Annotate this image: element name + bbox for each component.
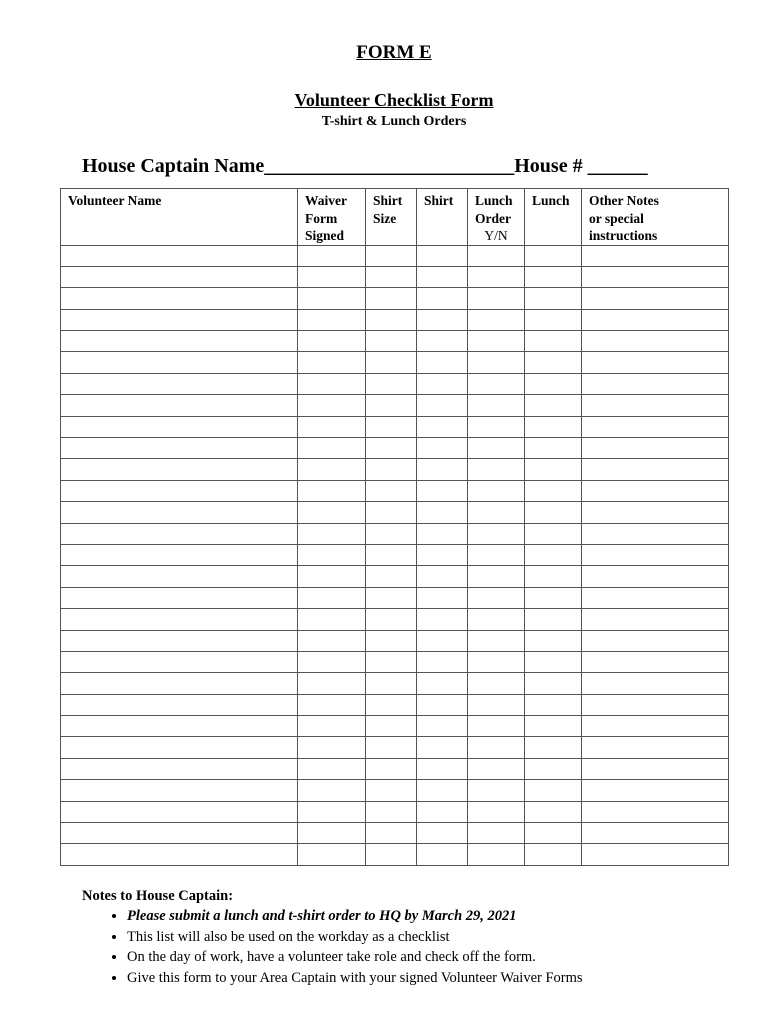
table-cell[interactable] bbox=[417, 416, 468, 437]
table-cell[interactable] bbox=[468, 609, 525, 630]
table-cell[interactable] bbox=[582, 758, 729, 779]
table-cell[interactable] bbox=[417, 480, 468, 501]
table-cell[interactable] bbox=[298, 630, 366, 651]
table-cell[interactable] bbox=[366, 716, 417, 737]
table-row bbox=[61, 395, 729, 416]
table-cell[interactable] bbox=[525, 459, 582, 480]
table-cell[interactable] bbox=[525, 823, 582, 844]
table-row bbox=[61, 331, 729, 352]
table-cell[interactable] bbox=[582, 630, 729, 651]
table-cell[interactable] bbox=[366, 651, 417, 672]
table-cell[interactable] bbox=[525, 651, 582, 672]
table-cell[interactable] bbox=[61, 780, 298, 801]
table-cell[interactable] bbox=[61, 716, 298, 737]
table-cell[interactable] bbox=[525, 566, 582, 587]
table-cell[interactable] bbox=[298, 544, 366, 565]
table-cell[interactable] bbox=[298, 395, 366, 416]
table-cell[interactable] bbox=[468, 801, 525, 822]
table-cell[interactable] bbox=[582, 566, 729, 587]
table-cell[interactable] bbox=[298, 758, 366, 779]
table-cell[interactable] bbox=[366, 780, 417, 801]
table-cell[interactable] bbox=[525, 438, 582, 459]
table-cell[interactable] bbox=[417, 673, 468, 694]
table-cell[interactable] bbox=[468, 544, 525, 565]
table-cell[interactable] bbox=[417, 331, 468, 352]
table-cell[interactable] bbox=[468, 502, 525, 523]
table-cell[interactable] bbox=[61, 737, 298, 758]
notes-title: Notes to House Captain: bbox=[82, 888, 234, 904]
table-cell[interactable] bbox=[417, 373, 468, 394]
table-cell[interactable] bbox=[525, 502, 582, 523]
table-cell[interactable] bbox=[298, 566, 366, 587]
volunteer-checklist-table bbox=[60, 188, 729, 866]
table-cell[interactable] bbox=[61, 288, 298, 309]
table-cell[interactable] bbox=[61, 801, 298, 822]
table-cell[interactable] bbox=[417, 352, 468, 373]
table-cell[interactable] bbox=[366, 480, 417, 501]
table-cell[interactable] bbox=[366, 459, 417, 480]
table-cell[interactable] bbox=[417, 780, 468, 801]
table-cell[interactable] bbox=[582, 780, 729, 801]
table-cell[interactable] bbox=[366, 266, 417, 287]
table-cell[interactable] bbox=[61, 245, 298, 266]
table-cell[interactable] bbox=[525, 331, 582, 352]
table-cell[interactable] bbox=[417, 523, 468, 544]
table-row bbox=[61, 566, 729, 587]
table-cell[interactable] bbox=[366, 737, 417, 758]
table-cell[interactable] bbox=[61, 844, 298, 865]
note-item: • This list will also be used on the workday as a checklist bbox=[127, 927, 583, 948]
table-cell[interactable] bbox=[61, 694, 298, 715]
table-cell[interactable] bbox=[468, 523, 525, 544]
table-cell[interactable] bbox=[417, 844, 468, 865]
table-cell[interactable] bbox=[582, 245, 729, 266]
table-cell[interactable] bbox=[525, 245, 582, 266]
table-cell[interactable] bbox=[468, 694, 525, 715]
table-cell[interactable] bbox=[525, 630, 582, 651]
table-cell[interactable] bbox=[468, 331, 525, 352]
column-header-lunch: Lunch bbox=[525, 189, 582, 246]
table-cell[interactable] bbox=[61, 673, 298, 694]
table-cell[interactable] bbox=[366, 844, 417, 865]
table-cell[interactable] bbox=[366, 673, 417, 694]
table-row bbox=[61, 523, 729, 544]
table-row bbox=[61, 288, 729, 309]
column-header-shirt-size: Shirt Size bbox=[366, 189, 417, 246]
table-cell[interactable] bbox=[298, 266, 366, 287]
table-cell[interactable] bbox=[298, 331, 366, 352]
table-cell[interactable] bbox=[366, 566, 417, 587]
table-cell[interactable] bbox=[61, 587, 298, 608]
table-cell[interactable] bbox=[298, 416, 366, 437]
table-cell[interactable] bbox=[525, 352, 582, 373]
table-cell[interactable] bbox=[468, 245, 525, 266]
form-subtitle: T-shirt & Lunch Orders bbox=[321, 114, 467, 129]
table-cell[interactable] bbox=[468, 651, 525, 672]
table-cell[interactable] bbox=[61, 758, 298, 779]
table-row bbox=[61, 373, 729, 394]
table-cell[interactable] bbox=[366, 694, 417, 715]
table-cell[interactable] bbox=[417, 309, 468, 330]
table-cell[interactable] bbox=[366, 544, 417, 565]
table-body bbox=[61, 245, 729, 865]
table-cell[interactable] bbox=[366, 823, 417, 844]
table-cell[interactable] bbox=[417, 694, 468, 715]
table-cell[interactable] bbox=[582, 673, 729, 694]
table-cell[interactable] bbox=[525, 266, 582, 287]
table-cell[interactable] bbox=[61, 480, 298, 501]
table-cell[interactable] bbox=[582, 737, 729, 758]
table-cell[interactable] bbox=[468, 480, 525, 501]
table-cell[interactable] bbox=[417, 823, 468, 844]
table-cell[interactable] bbox=[582, 459, 729, 480]
table-cell[interactable] bbox=[366, 373, 417, 394]
table-cell[interactable] bbox=[61, 459, 298, 480]
table-cell[interactable] bbox=[298, 737, 366, 758]
table-cell[interactable] bbox=[298, 438, 366, 459]
table-cell[interactable] bbox=[468, 566, 525, 587]
table-cell[interactable] bbox=[582, 844, 729, 865]
table-cell[interactable] bbox=[366, 502, 417, 523]
table-cell[interactable] bbox=[417, 288, 468, 309]
table-cell[interactable] bbox=[582, 544, 729, 565]
table-cell[interactable] bbox=[582, 288, 729, 309]
table-cell[interactable] bbox=[468, 630, 525, 651]
table-cell[interactable] bbox=[61, 309, 298, 330]
table-cell[interactable] bbox=[468, 844, 525, 865]
table-cell[interactable] bbox=[366, 245, 417, 266]
table-cell[interactable] bbox=[468, 758, 525, 779]
table-cell[interactable] bbox=[298, 373, 366, 394]
table-cell[interactable] bbox=[417, 651, 468, 672]
table-cell[interactable] bbox=[61, 373, 298, 394]
table-cell[interactable] bbox=[61, 502, 298, 523]
table-cell[interactable] bbox=[582, 587, 729, 608]
table-cell[interactable] bbox=[582, 331, 729, 352]
table-cell[interactable] bbox=[582, 373, 729, 394]
table-row bbox=[61, 438, 729, 459]
column-header-other-notes: Other Notes or special instructions bbox=[582, 189, 729, 246]
table-cell[interactable] bbox=[525, 309, 582, 330]
table-cell[interactable] bbox=[582, 694, 729, 715]
table-cell[interactable] bbox=[582, 716, 729, 737]
table-cell[interactable] bbox=[366, 331, 417, 352]
table-cell[interactable] bbox=[582, 266, 729, 287]
table-cell[interactable] bbox=[366, 309, 417, 330]
table-cell[interactable] bbox=[525, 844, 582, 865]
table-cell[interactable] bbox=[582, 502, 729, 523]
table-cell[interactable] bbox=[525, 694, 582, 715]
table-cell[interactable] bbox=[417, 801, 468, 822]
table-cell[interactable] bbox=[61, 438, 298, 459]
table-cell[interactable] bbox=[61, 651, 298, 672]
table-cell[interactable] bbox=[582, 438, 729, 459]
table-cell[interactable] bbox=[61, 266, 298, 287]
table-cell[interactable] bbox=[525, 373, 582, 394]
table-row bbox=[61, 737, 729, 758]
table-row bbox=[61, 352, 729, 373]
table-cell[interactable] bbox=[468, 416, 525, 437]
table-cell[interactable] bbox=[525, 716, 582, 737]
table-cell[interactable] bbox=[417, 544, 468, 565]
table-cell[interactable] bbox=[525, 395, 582, 416]
table-cell[interactable] bbox=[298, 609, 366, 630]
table-row bbox=[61, 587, 729, 608]
table-cell[interactable] bbox=[417, 716, 468, 737]
table-row bbox=[61, 758, 729, 779]
table-cell[interactable] bbox=[525, 416, 582, 437]
table-row bbox=[61, 844, 729, 865]
form-label: FORM E bbox=[356, 42, 432, 63]
table-cell[interactable] bbox=[417, 438, 468, 459]
table-cell[interactable] bbox=[468, 352, 525, 373]
table-row bbox=[61, 780, 729, 801]
table-row bbox=[61, 630, 729, 651]
table-cell[interactable] bbox=[525, 737, 582, 758]
table-cell[interactable] bbox=[582, 395, 729, 416]
table-row bbox=[61, 502, 729, 523]
table-cell[interactable] bbox=[582, 416, 729, 437]
table-cell[interactable] bbox=[468, 716, 525, 737]
table-row bbox=[61, 416, 729, 437]
table-cell[interactable] bbox=[366, 758, 417, 779]
table-cell[interactable] bbox=[366, 609, 417, 630]
table-cell[interactable] bbox=[582, 609, 729, 630]
table-cell[interactable] bbox=[366, 630, 417, 651]
table-cell[interactable] bbox=[525, 523, 582, 544]
table-cell[interactable] bbox=[366, 438, 417, 459]
table-cell[interactable] bbox=[61, 630, 298, 651]
table-cell[interactable] bbox=[61, 331, 298, 352]
table-cell[interactable] bbox=[525, 609, 582, 630]
table-cell[interactable] bbox=[525, 780, 582, 801]
table-cell[interactable] bbox=[468, 266, 525, 287]
table-cell[interactable] bbox=[417, 587, 468, 608]
table-cell[interactable] bbox=[417, 395, 468, 416]
table-cell[interactable] bbox=[468, 373, 525, 394]
table-cell[interactable] bbox=[525, 587, 582, 608]
table-cell[interactable] bbox=[298, 673, 366, 694]
table-cell[interactable] bbox=[61, 416, 298, 437]
table-row bbox=[61, 245, 729, 266]
table-cell[interactable] bbox=[298, 502, 366, 523]
table-cell[interactable] bbox=[525, 480, 582, 501]
table-row bbox=[61, 716, 729, 737]
house-captain-line: House Captain Name_________________________House # ______ bbox=[82, 155, 648, 177]
table-cell[interactable] bbox=[298, 245, 366, 266]
table-cell[interactable] bbox=[298, 780, 366, 801]
table-row bbox=[61, 309, 729, 330]
table-cell[interactable] bbox=[298, 651, 366, 672]
table-cell[interactable] bbox=[298, 288, 366, 309]
table-cell[interactable] bbox=[468, 395, 525, 416]
table-row bbox=[61, 266, 729, 287]
table-cell[interactable] bbox=[582, 651, 729, 672]
table-cell[interactable] bbox=[366, 288, 417, 309]
table-cell[interactable] bbox=[366, 587, 417, 608]
table-cell[interactable] bbox=[298, 694, 366, 715]
table-cell[interactable] bbox=[582, 480, 729, 501]
table-cell[interactable] bbox=[417, 459, 468, 480]
table-cell[interactable] bbox=[468, 288, 525, 309]
table-cell[interactable] bbox=[417, 245, 468, 266]
table-cell[interactable] bbox=[582, 523, 729, 544]
table-cell[interactable] bbox=[366, 352, 417, 373]
table-cell[interactable] bbox=[417, 566, 468, 587]
table-row bbox=[61, 609, 729, 630]
table-row bbox=[61, 459, 729, 480]
table-row bbox=[61, 480, 729, 501]
table-cell[interactable] bbox=[61, 544, 298, 565]
column-header-lunch-order: Lunch Order Y/N bbox=[468, 189, 525, 246]
table-cell[interactable] bbox=[582, 352, 729, 373]
table-cell[interactable] bbox=[468, 823, 525, 844]
table-cell[interactable] bbox=[298, 587, 366, 608]
note-item: • On the day of work, have a volunteer take role and check off the form. bbox=[127, 947, 583, 968]
table-row bbox=[61, 694, 729, 715]
notes-list bbox=[82, 906, 583, 988]
table-cell[interactable] bbox=[417, 758, 468, 779]
table-cell[interactable] bbox=[366, 416, 417, 437]
table-cell[interactable] bbox=[298, 523, 366, 544]
note-item: • Please submit a lunch and t-shirt order to HQ by March 29, 2021 bbox=[127, 906, 583, 927]
table-cell[interactable] bbox=[582, 309, 729, 330]
table-cell[interactable] bbox=[468, 309, 525, 330]
table-cell[interactable] bbox=[417, 737, 468, 758]
table-cell[interactable] bbox=[417, 502, 468, 523]
table-cell[interactable] bbox=[61, 523, 298, 544]
table-cell[interactable] bbox=[525, 673, 582, 694]
table-cell[interactable] bbox=[61, 352, 298, 373]
table-cell[interactable] bbox=[417, 609, 468, 630]
table-cell[interactable] bbox=[417, 266, 468, 287]
table-cell[interactable] bbox=[417, 630, 468, 651]
table-cell[interactable] bbox=[298, 823, 366, 844]
form-title: Volunteer Checklist Form bbox=[294, 90, 494, 110]
table-row bbox=[61, 673, 729, 694]
table-cell[interactable] bbox=[298, 309, 366, 330]
table-cell[interactable] bbox=[468, 673, 525, 694]
table-cell[interactable] bbox=[298, 716, 366, 737]
table-row bbox=[61, 651, 729, 672]
table-cell[interactable] bbox=[468, 737, 525, 758]
table-row bbox=[61, 801, 729, 822]
table-cell[interactable] bbox=[298, 459, 366, 480]
table-cell[interactable] bbox=[468, 438, 525, 459]
column-header-volunteer-name: Volunteer Name bbox=[61, 189, 298, 246]
table-row bbox=[61, 544, 729, 565]
table-cell[interactable] bbox=[366, 801, 417, 822]
note-item: • Give this form to your Area Captain with your signed Volunteer Waiver Forms bbox=[127, 968, 583, 989]
table-cell[interactable] bbox=[525, 758, 582, 779]
table-cell[interactable] bbox=[525, 544, 582, 565]
table-cell[interactable] bbox=[525, 801, 582, 822]
table-cell[interactable] bbox=[61, 395, 298, 416]
table-cell[interactable] bbox=[298, 352, 366, 373]
table-cell[interactable] bbox=[468, 459, 525, 480]
table-cell[interactable] bbox=[525, 288, 582, 309]
table-cell[interactable] bbox=[61, 609, 298, 630]
table-header-row bbox=[61, 189, 729, 246]
table-cell[interactable] bbox=[468, 780, 525, 801]
table-cell[interactable] bbox=[582, 801, 729, 822]
table-row bbox=[61, 823, 729, 844]
table-cell[interactable] bbox=[298, 801, 366, 822]
table-cell[interactable] bbox=[366, 523, 417, 544]
table-cell[interactable] bbox=[468, 587, 525, 608]
table-cell[interactable] bbox=[582, 823, 729, 844]
table-cell[interactable] bbox=[61, 823, 298, 844]
table-cell[interactable] bbox=[298, 480, 366, 501]
table-cell[interactable] bbox=[61, 566, 298, 587]
column-header-shirt: Shirt bbox=[417, 189, 468, 246]
table-cell[interactable] bbox=[366, 395, 417, 416]
table-cell[interactable] bbox=[298, 844, 366, 865]
column-header-waiver-form-signed: Waiver Form Signed bbox=[298, 189, 366, 246]
